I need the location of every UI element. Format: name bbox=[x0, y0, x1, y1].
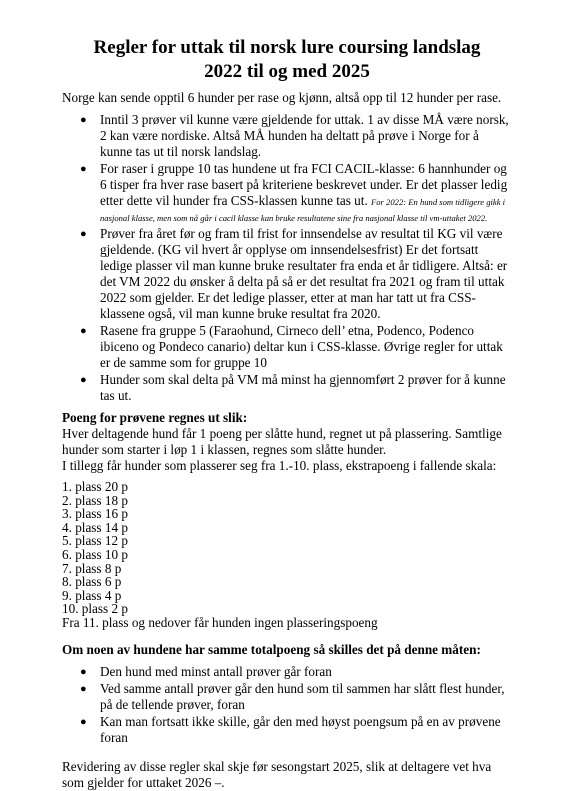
points-paragraph-2: I tillegg får hunder som plasserer seg fra 1.-10. plass, ekstrapoeng i fallende skala: bbox=[62, 458, 497, 473]
placement-item: 6. plass 10 p bbox=[62, 546, 128, 562]
bullet-icon: ● bbox=[80, 228, 87, 240]
tie-rule-item bbox=[62, 681, 512, 713]
bullet-icon: ● bbox=[80, 114, 87, 126]
placement-item: 7. plass 8 p bbox=[62, 560, 122, 576]
points-paragraph-1: Hver deltagende hund får 1 poeng per slåtte hund, regnet ut på plassering. Samtlige hunder som starter i løp 1 i klassen, regnes som slåtte hunder. bbox=[62, 426, 502, 457]
title-line-2: 2022 til og med 2025 bbox=[204, 61, 370, 82]
placement-item: 4. plass 14 p bbox=[62, 519, 128, 535]
tie-rule-item bbox=[62, 664, 512, 680]
document-title bbox=[62, 36, 512, 84]
rule-item bbox=[62, 226, 512, 322]
placement-item: 8. plass 6 p bbox=[62, 574, 122, 590]
rule-text: For raser i gruppe 10 tas hundene ut fra FCI CACIL-klasse: 6 hannhunder og 6 tisper fra hver rase basert på kriteriene beskrevet under. Er det plasser ledig etter dette vil hunder fra CSS-klassen kunne tas ut. bbox=[100, 161, 508, 208]
bullet-icon: ● bbox=[80, 715, 87, 728]
rule-item bbox=[62, 372, 512, 404]
bullet-icon: ● bbox=[80, 374, 87, 386]
points-heading: Poeng for prøvene regnes ut slik: bbox=[62, 410, 248, 425]
placement-item: 3. plass 16 p bbox=[62, 506, 128, 522]
tie-rule-text: Kan man fortsatt ikke skille, går den med høyst poengsum på en av prøvene foran bbox=[100, 713, 501, 745]
tie-rules-list bbox=[62, 664, 512, 746]
placement-item: 2. plass 18 p bbox=[62, 492, 128, 508]
rule-item bbox=[62, 161, 512, 225]
placement-item: 9. plass 4 p bbox=[62, 587, 122, 603]
rule-text: Inntil 3 prøver vil kunne være gjeldende for uttak. 1 av disse MÅ være norsk, 2 kan være nordiske. Altså MÅ hunden ha deltatt på prøve i Norge for å kunne tas ut til norsk landslag. bbox=[100, 112, 509, 159]
spacer bbox=[62, 630, 512, 642]
placement-item: 5. plass 12 p bbox=[62, 533, 128, 549]
tie-rule-text: Den hund med minst antall prøver går foran bbox=[100, 663, 332, 679]
tie-rule-item bbox=[62, 714, 512, 746]
intro-paragraph: Norge kan sende opptil 6 hunder per rase og kjønn, altså opp til 12 hunder per rase. bbox=[62, 90, 502, 105]
bullet-icon: ● bbox=[80, 163, 87, 175]
rule-text: Prøver fra året før og fram til frist for innsendelse av resultat til KG vil være gjeldende. (KG vil hvert år opplyse om innsendelsesfrist) Er det fortsatt ledige plasser vil man kunne bruke resultater fra enda et år tidligere. Altså: er det VM 2022 du ønsker å delta på så er det resultat fra 2021 og fram til uttak 2022 som gjelder. Er det ledige plasser, etter at man har tatt ut fra CSS-klassene også, vil man kunne bruke resultat fra 2020. bbox=[100, 226, 508, 321]
placement-note: Fra 11. plass og nedover får hunden ingen plasseringspoeng bbox=[62, 614, 378, 630]
tie-rule-text: Ved samme antall prøver går den hund som til sammen har slått flest hunder, på de tellende prøver, foran bbox=[100, 680, 505, 712]
placement-item: 10. plass 2 p bbox=[62, 601, 128, 617]
rule-item bbox=[62, 323, 512, 371]
title-line-1: Regler for uttak til norsk lure coursing landslag bbox=[93, 37, 481, 58]
tie-heading: Om noen av hundene har samme totalpoeng så skilles det på denne måten: bbox=[62, 641, 481, 657]
rule-text: Hunder som skal delta på VM må minst ha gjennomført 2 prøver for å kunne tas ut. bbox=[100, 372, 506, 403]
bullet-icon: ● bbox=[80, 665, 87, 678]
bullet-icon: ● bbox=[80, 682, 87, 695]
placement-item: 1. plass 20 p bbox=[62, 479, 128, 494]
bullet-icon: ● bbox=[80, 325, 87, 337]
rule-item bbox=[62, 112, 512, 160]
rules-list bbox=[62, 112, 512, 404]
rule-note: For 2022: En hund som tidligere gikk i nasjonal klasse, men som nå går i cacil klasse kan bruke resultatene sine fra nasjonal klasse til vm-uttaket 2022. bbox=[100, 197, 506, 223]
rule-text: Rasene fra gruppe 5 (Faraohund, Cirneco dell’ etna, Podenco, Podenco ibiceno og Pondeco canario) deltar kun i CSS-klasse. Øvrige regler for uttak er de samme som for gruppe 10 bbox=[100, 323, 503, 370]
placements-list bbox=[62, 480, 512, 630]
revision-paragraph: Revidering av disse regler skal skje før sesongstart 2025, slik at deltagere vet hva som gjelder for uttaket 2026 –. bbox=[62, 758, 492, 790]
